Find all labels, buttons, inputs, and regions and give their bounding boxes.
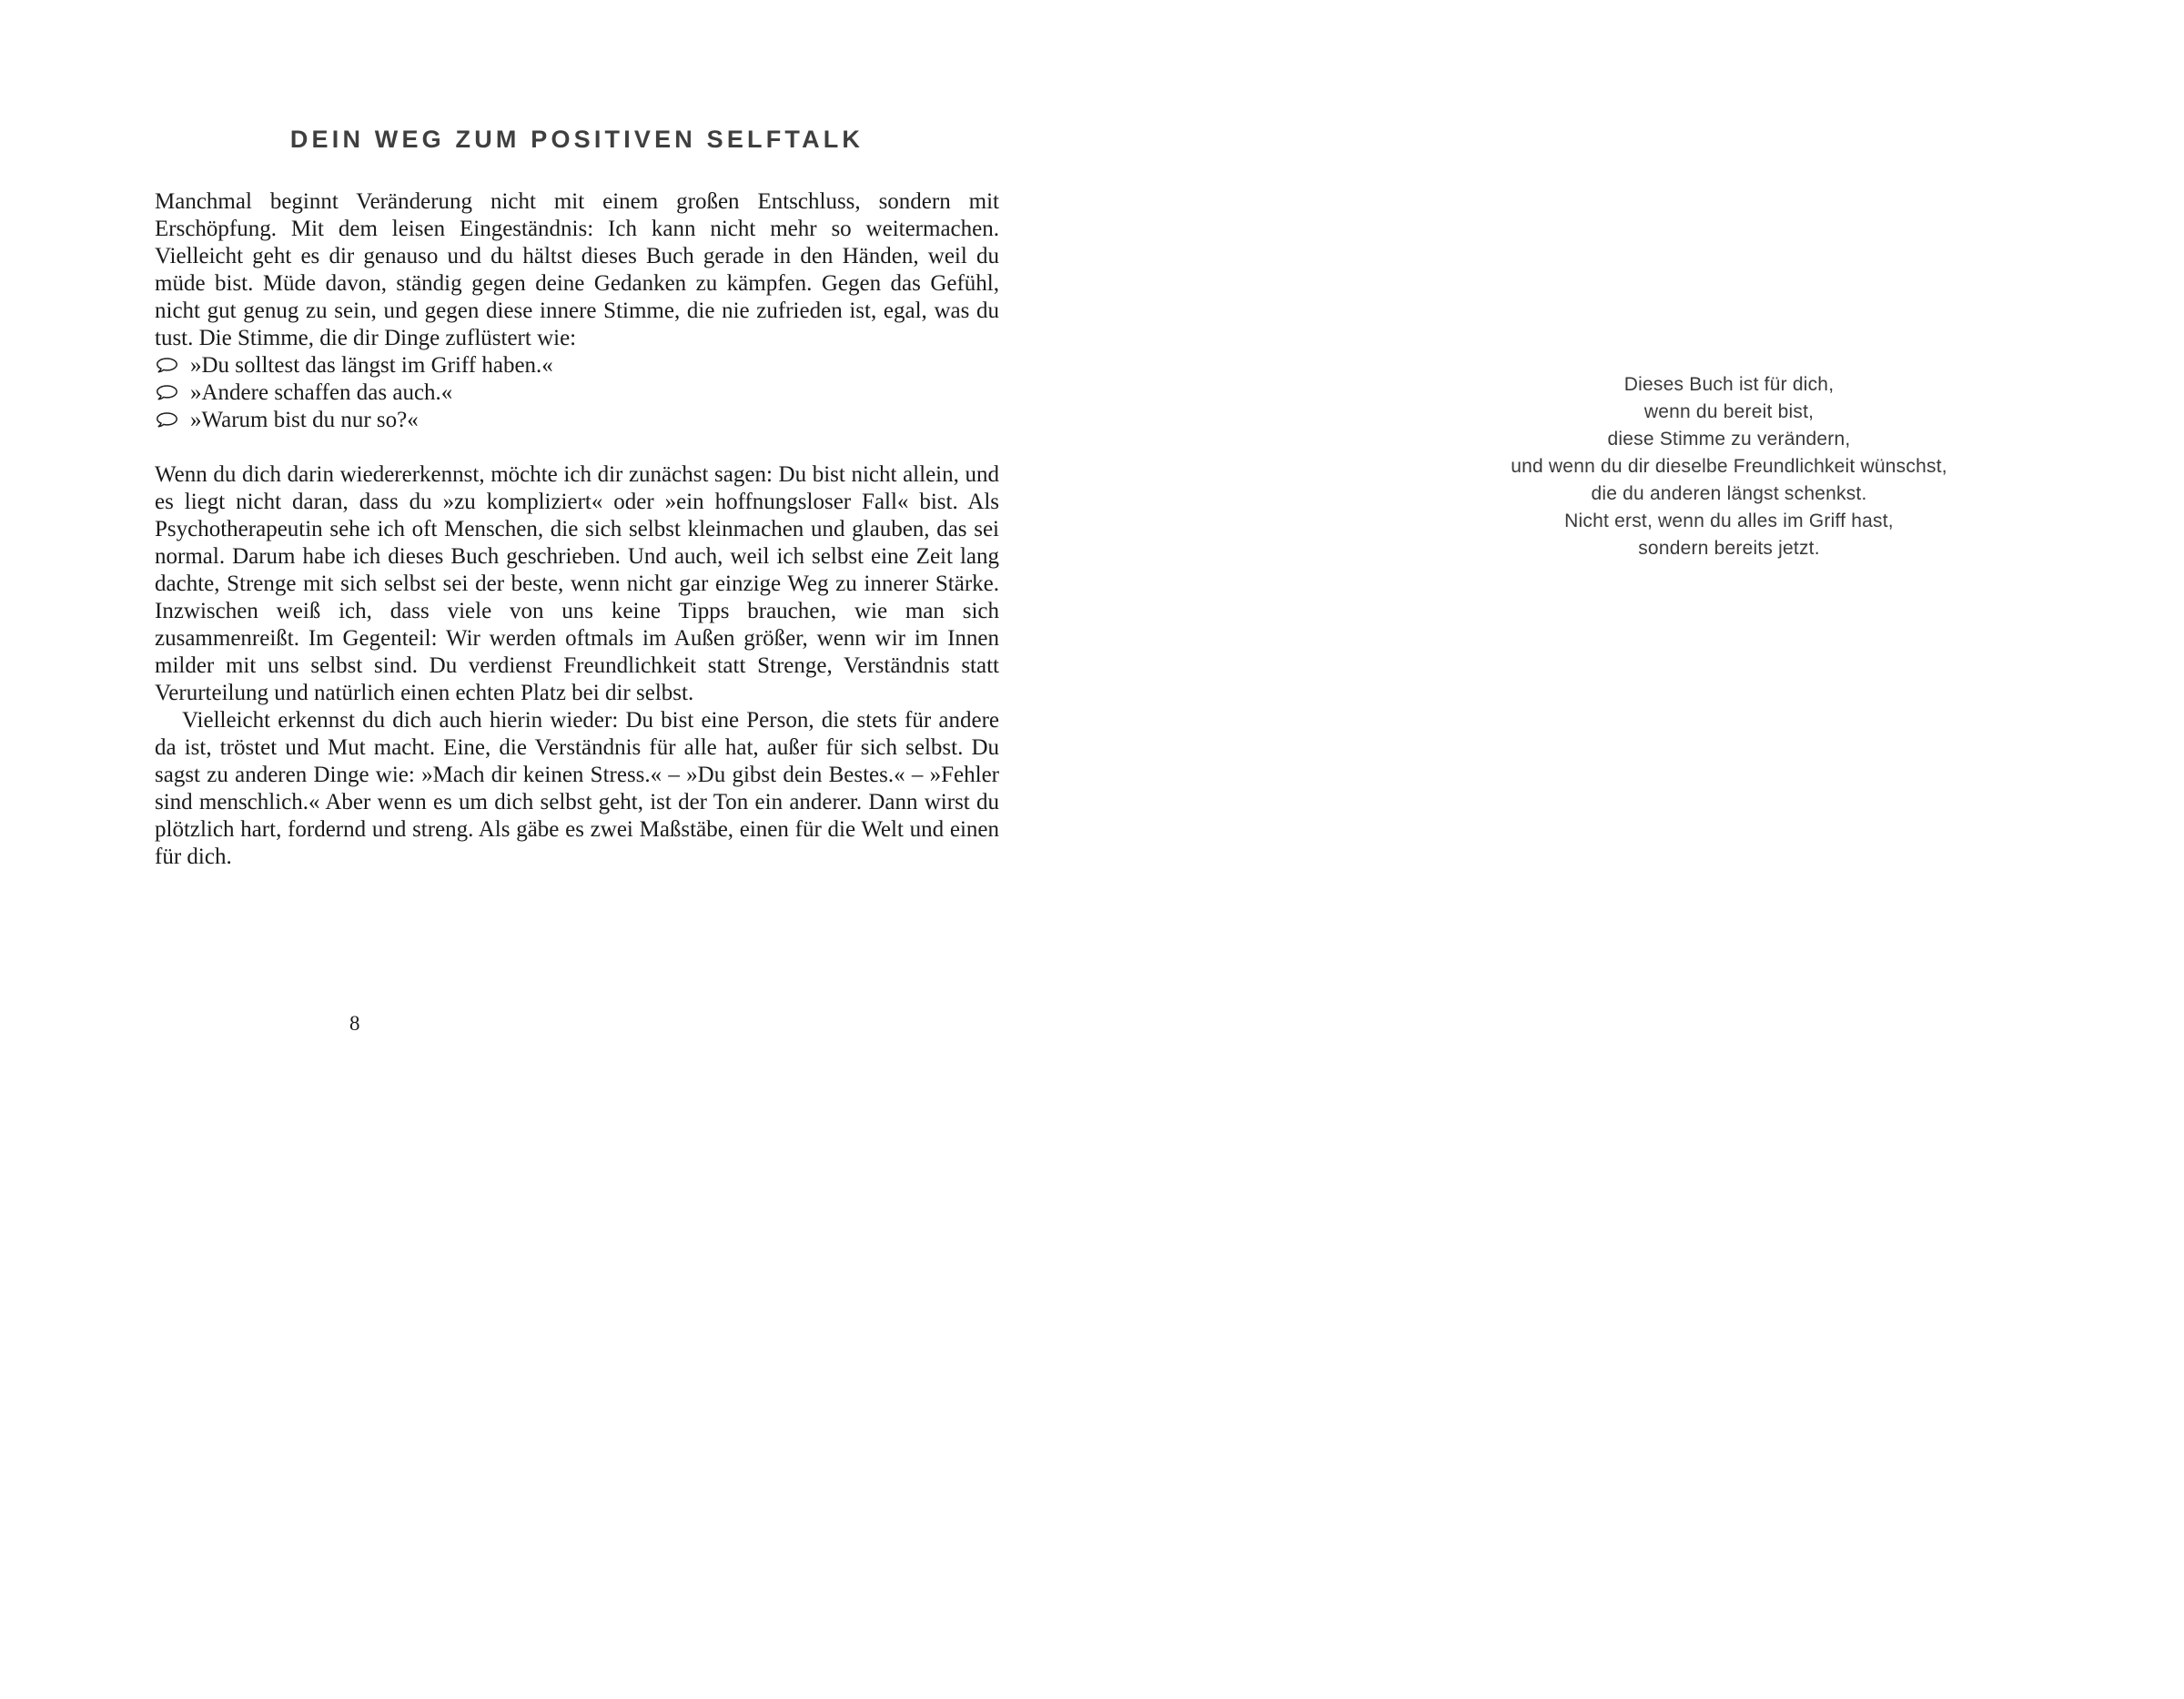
speech-bubble-icon	[155, 357, 179, 375]
left-page	[155, 126, 999, 871]
intro-paragraph: Manchmal beginnt Veränderung nicht mit einem großen Entschluss, sondern mit Erschöpfung. Mit dem leisen Eingeständnis: Ich kann nicht mehr so weitermachen. Vielleicht geht es dir genauso und du hältst dieses Buch gerade in den Händen, weil du müde bist. Müde davon, ständig gegen deine Gedanken zu kämpfen. Gegen das Gefühl, nicht gut genug zu sein, und gegen diese innere Stimme, die nie zufrieden ist, egal, was du tust. Die Stimme, die dir Dinge zuflüstert wie:	[155, 189, 999, 350]
speech-bubble-icon	[155, 384, 179, 402]
body-paragraph-2: Wenn du dich darin wiedererkennst, möchte ich dir zunächst sagen: Du bist nicht allein, und es liegt nicht daran, dass du »zu kompliziert« oder »ein hoffnungsloser Fall« bist. Als Psychotherapeutin sehe ich oft Menschen, die sich selbst kleinmachen und glauben, das sei normal. Darum habe ich dieses Buch geschrieben. Und auch, weil ich selbst eine Zeit lang dachte, Strenge mit sich selbst sei der beste, wenn nicht gar einzige Weg zu innerer Stärke. Inzwischen weiß ich, dass viele von uns keine Tipps brauchen, wie man sich zusammenreißt. Im Gegenteil: Wir werden oftmals im Außen größer, wenn wir im Innen milder mit uns selbst sind. Du verdienst Freundlichkeit statt Strenge, Verständnis statt Verurteilung und natürlich einen echten Platz bei dir selbst.	[155, 462, 999, 705]
speech-bubble-icon	[155, 411, 179, 430]
inner-voice-quote	[155, 407, 999, 434]
quote-text: »Andere schaffen das auch.«	[190, 380, 453, 405]
dedication-line: diese Stimme zu verändern,	[1607, 429, 1851, 450]
dedication-line: Nicht erst, wenn du alles im Griff hast,	[1564, 511, 1894, 531]
chapter-heading: DEIN WEG ZUM POSITIVEN SELFTALK	[289, 126, 864, 153]
right-page-dedication	[1320, 371, 2138, 562]
inner-voice-quote	[155, 352, 999, 379]
inner-voice-quote-list	[155, 352, 999, 434]
dedication-line: wenn du bereit bist,	[1643, 401, 1815, 422]
quote-text: »Du solltest das längst im Griff haben.«	[190, 353, 553, 378]
inner-voice-quote	[155, 379, 999, 407]
page-number: 8	[349, 1012, 360, 1035]
dedication-line: die du anderen längst schenkst.	[1591, 483, 1867, 504]
dedication-line: Dieses Buch ist für dich,	[1623, 374, 1835, 395]
body-paragraph-3: Vielleicht erkennst du dich auch hierin wieder: Du bist eine Person, die stets für andere da ist, tröstet und Mut macht. Eine, die Verständnis für alle hat, außer für sich selbst. Du sagst zu anderen Dinge wie: »Mach dir keinen Stress.« – »Du gibst dein Bestes.« – »Fehler sind menschlich.« Aber wenn es um dich selbst geht, ist der Ton ein anderer. Dann wirst du plötzlich hart, fordernd und streng. Als gäbe es zwei Maßstäbe, einen für die Welt und einen für dich.	[155, 708, 999, 869]
quote-text: »Warum bist du nur so?«	[190, 408, 419, 432]
dedication-line: und wenn du dir dieselbe Freundlichkeit wünschst,	[1511, 456, 1947, 477]
dedication-line: sondern bereits jetzt.	[1638, 538, 1820, 559]
